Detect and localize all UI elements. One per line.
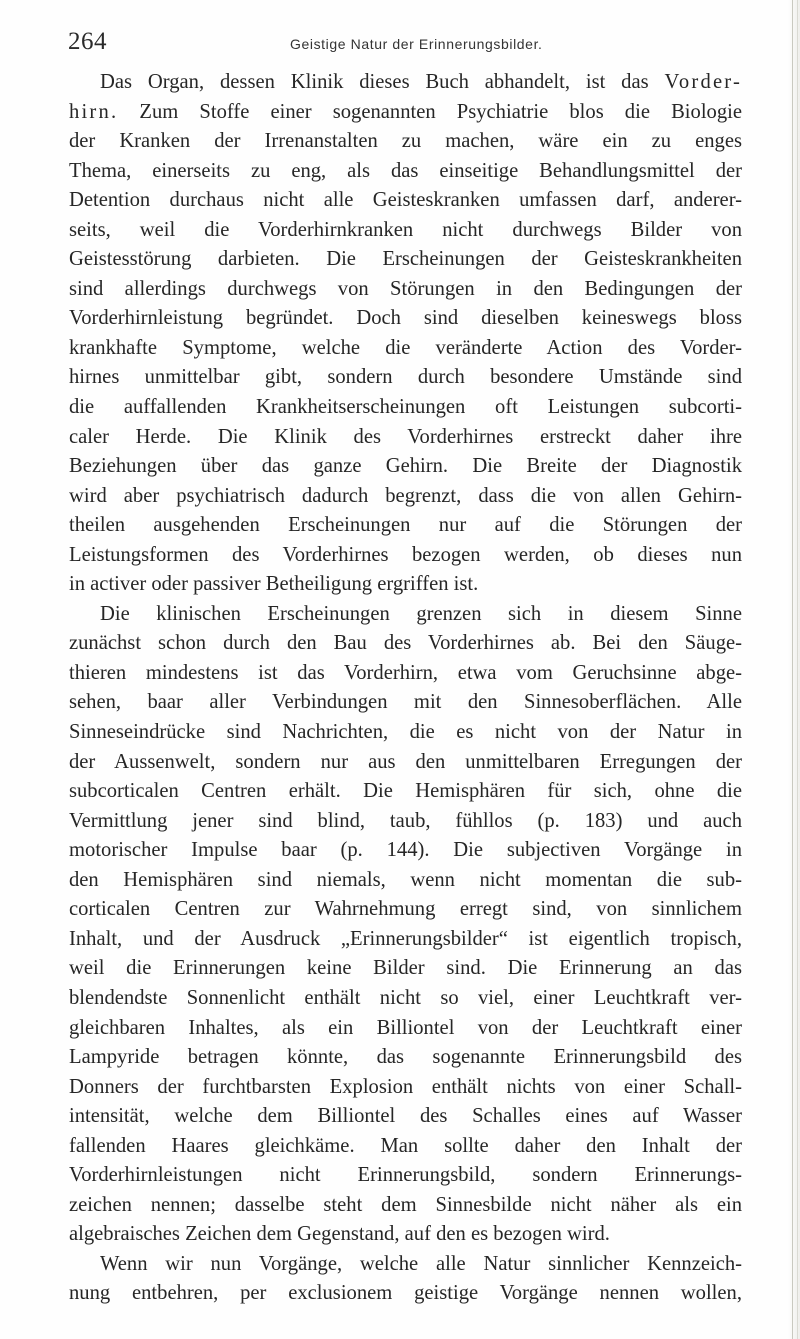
- text-line: blendendste Sonnenlicht enthält nicht so viel, einer Leuchtkraft ver-: [69, 986, 742, 1009]
- text-line: corticalen Centren zur Wahrnehmung erregt sind, von sinnlichem: [69, 898, 742, 921]
- text-line: intensität, welche dem Billiontel des Schalles eines auf Wasser: [69, 1105, 742, 1128]
- running-title: Geistige Natur der Erinnerungsbilder.: [290, 36, 543, 52]
- text-line: zunächst schon durch den Bau des Vorderhirnes ab. Bei den Säuge-: [69, 632, 742, 655]
- text-line: Sinneseindrücke sind Nachrichten, die es nicht von der Natur in: [69, 721, 742, 744]
- text-line: motorischer Impulse baar (p. 144). Die subjectiven Vorgänge in: [69, 839, 742, 862]
- text-line: sind allerdings durchwegs von Störungen in den Bedingungen der: [69, 277, 742, 300]
- text-line: Inhalt, und der Ausdruck „Erinnerungsbilder“ ist eigentlich tropisch,: [69, 927, 742, 950]
- page-edge-shadow: [788, 0, 800, 1339]
- text-line: caler Herde. Die Klinik des Vorderhirnes erstreckt daher ihre: [69, 425, 742, 448]
- text-line: Geistesstörung darbieten. Die Erscheinungen der Geisteskrankheiten: [69, 248, 742, 271]
- text-line: sehen, baar aller Verbindungen mit den Sinnesoberflächen. Alle: [69, 691, 742, 714]
- text-line: Detention durchaus nicht alle Geisteskranken umfassen darf, anderer-: [69, 189, 742, 212]
- page-number: 264: [68, 28, 107, 55]
- body-text: [69, 68, 742, 1309]
- emphasized-term: hirn.: [69, 100, 119, 123]
- text-line: Die klinischen Erscheinungen grenzen sich in diesem Sinne: [100, 602, 742, 625]
- text-line: der Kranken der Irrenanstalten zu machen, wäre ein zu enges: [69, 130, 742, 153]
- text-line: Thema, einerseits zu eng, als das einseitige Behandlungsmittel der: [69, 159, 742, 182]
- text-line: Donners der furchtbarsten Explosion enthält nichts von einer Schall-: [69, 1075, 742, 1098]
- text-line: thieren mindestens ist das Vorderhirn, etwa vom Geruchsinne abge-: [69, 661, 742, 684]
- text-line: Vorderhirnleistung begründet. Doch sind dieselben keineswegs bloss: [69, 307, 742, 330]
- text-line: nung entbehren, per exclusionem geistige Vorgänge nennen wollen,: [69, 1282, 742, 1305]
- text-line: wird aber psychiatrisch dadurch begrenzt, dass die von allen Gehirn-: [69, 484, 742, 507]
- text-line: den Hemisphären sind niemals, wenn nicht momentan die sub-: [69, 868, 742, 891]
- text-line: Leistungsformen des Vorderhirnes bezogen werden, ob dieses nun: [69, 543, 742, 566]
- text-line: zeichen nennen; dasselbe steht dem Sinnesbilde nicht näher als ein: [69, 1193, 742, 1216]
- text-line: krankhafte Symptome, welche die veränderte Action des Vorder-: [69, 336, 742, 359]
- text-line: seits, weil die Vorderhirnkranken nicht durchwegs Bilder von: [69, 218, 742, 241]
- text-line: Vorderhirnleistungen nicht Erinnerungsbild, sondern Erinnerungs-: [69, 1164, 742, 1187]
- emphasized-term: Vorder-: [664, 71, 742, 93]
- text-line: weil die Erinnerungen keine Bilder sind. Die Erinnerung an das: [69, 957, 742, 980]
- text-line: Beziehungen über das ganze Gehirn. Die Breite der Diagnostik: [69, 455, 742, 478]
- text-line: gleichbaren Inhaltes, als ein Billiontel von der Leuchtkraft einer: [69, 1016, 742, 1039]
- text-line: Wenn wir nun Vorgänge, welche alle Natur sinnlicher Kennzeich-: [100, 1252, 742, 1275]
- text-line: in activer oder passiver Betheiligung ergriffen ist.: [69, 573, 479, 596]
- text-line: Vermittlung jener sind blind, taub, fühllos (p. 183) und auch: [69, 809, 742, 832]
- text-line: subcorticalen Centren erhält. Die Hemisphären für sich, ohne die: [69, 780, 742, 803]
- text-line: theilen ausgehenden Erscheinungen nur auf die Störungen der: [69, 514, 742, 537]
- text-line: der Aussenwelt, sondern nur aus den unmittelbaren Erregungen der: [69, 750, 742, 773]
- text-line: fallenden Haares gleichkäme. Man sollte daher den Inhalt der: [69, 1134, 742, 1157]
- page-header: [68, 28, 748, 62]
- page-edge-line: [792, 0, 793, 1339]
- page-edge-line: [797, 0, 798, 1339]
- text-line: algebraisches Zeichen dem Gegenstand, auf den es bezogen wird.: [69, 1223, 610, 1246]
- text-line: Lampyride betragen könnte, das sogenannte Erinnerungsbild des: [69, 1046, 742, 1069]
- text-line: die auffallenden Krankheitserscheinungen oft Leistungen subcorti-: [69, 396, 742, 419]
- text-line: hirnes unmittelbar gibt, sondern durch besondere Umstände sind: [69, 366, 742, 389]
- text-line: Das Organ, dessen Klinik dieses Buch abhandelt, ist das Vorder-: [100, 71, 742, 93]
- text-line: hirn. Zum Stoffe einer sogenannten Psychiatrie blos die Biologie: [69, 100, 742, 123]
